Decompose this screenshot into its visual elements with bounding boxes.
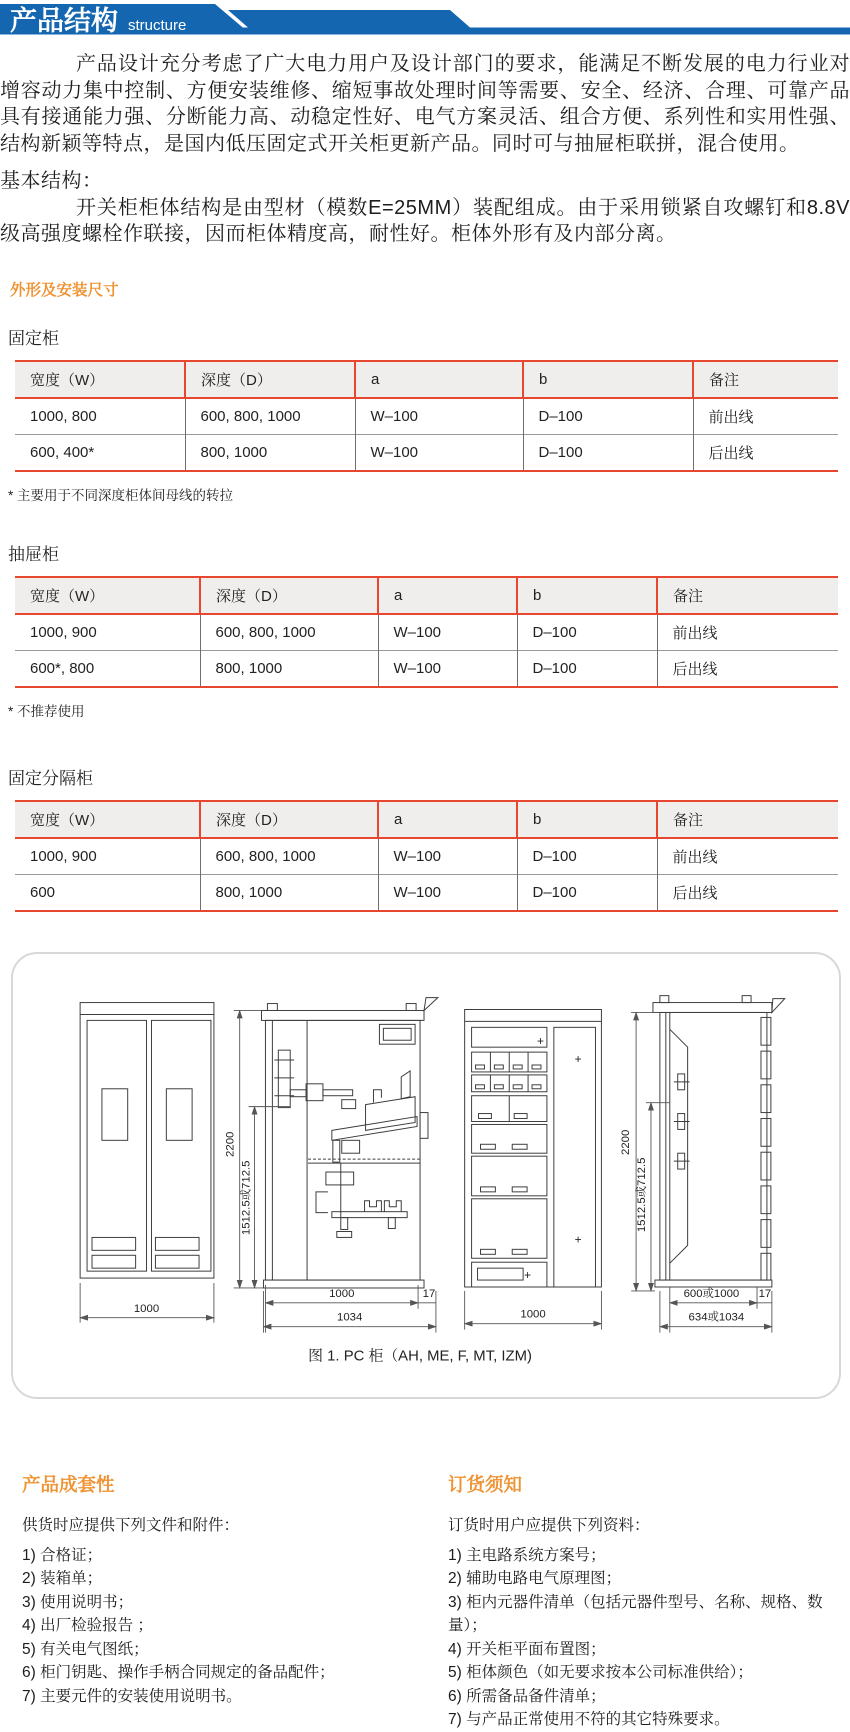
fixed-cabinet-footnote: * 主要用于不同深度柜体间母线的转拉: [8, 487, 234, 503]
ordering-intro: 订货时用户应提供下列资料：: [448, 1516, 650, 1534]
list-item: 7) 与产品正常使用不符的其它特殊要求。: [448, 1711, 730, 1728]
col-header-a: a: [378, 577, 517, 614]
list-item: 3) 使用说明书；: [22, 1593, 134, 1611]
completeness-heading: 产品成套性: [22, 1473, 115, 1495]
col-header-b: b: [517, 801, 657, 838]
table-header-row: [15, 577, 838, 614]
list-item: 5) 有关电气图纸；: [22, 1640, 149, 1658]
table-row: [15, 614, 838, 651]
cell-note: 前出线: [657, 614, 838, 651]
intro-section: [0, 51, 850, 248]
col-header-width: 宽度（W）: [15, 577, 200, 614]
list-item: 6) 柜门钥匙、操作手柄合同规定的备品配件；: [22, 1664, 335, 1681]
col-header-depth: 深度（D）: [200, 577, 378, 614]
list-item: 1) 主电路系统方案号；: [448, 1546, 606, 1564]
ordering-list: [448, 1544, 850, 1732]
cell-depth: 800, 1000: [185, 434, 355, 471]
drawer-cabinet-footnote: * 不推荐使用: [8, 703, 85, 719]
table-header-row: [15, 361, 838, 398]
cabinet-front-view: [80, 1002, 214, 1278]
dimension-lines: [80, 1010, 772, 1332]
cabinet-drawings: [13, 954, 839, 1397]
page-title-en: structure: [128, 17, 187, 34]
cell-note: 前出线: [657, 838, 838, 875]
cell-b: D–100: [523, 398, 693, 435]
cell-depth: 600, 800, 1000: [200, 838, 378, 875]
table-row: [15, 874, 838, 911]
list-item: 4) 出厂检验报告 ；: [22, 1617, 153, 1634]
cell-width: 1000, 900: [30, 623, 97, 641]
figure-caption: 图 1. PC 柜（AH, ME, F, MT, IZM): [308, 1347, 532, 1364]
completeness-column: [0, 1471, 426, 1732]
cell-b: D–100: [517, 650, 657, 687]
col-header-b: b: [523, 361, 693, 398]
list-item: 4) 开关柜平面布置图；: [448, 1640, 606, 1658]
cell-note: 后出线: [693, 434, 838, 471]
completeness-intro: 供货时应提供下列文件和附件：: [22, 1516, 240, 1534]
cell-b: D–100: [517, 874, 657, 911]
page-title: 产品结构: [10, 6, 118, 36]
dim-c2-height: 2200: [224, 1131, 237, 1157]
cabinet-side-view: [653, 995, 785, 1286]
cell-width: 600: [15, 874, 200, 911]
plus-mark: +: [574, 1231, 582, 1246]
table-title-drawer-cabinet: 抽屉柜: [8, 544, 59, 564]
cell-b: D–100: [517, 838, 657, 875]
table-title-fixed-cabinet: 固定柜: [8, 328, 59, 348]
partition-cabinet-table: [15, 800, 838, 912]
table-row: [15, 434, 838, 471]
col-header-a: a: [355, 361, 523, 398]
table-title-partition-cabinet: 固定分隔柜: [8, 768, 93, 788]
basic-structure-label: 基本结构：: [0, 170, 103, 192]
figure-panel: [11, 952, 841, 1399]
cell-b: D–100: [523, 434, 693, 471]
list-item: 7) 主要元件的安装使用说明书。: [22, 1687, 242, 1705]
dim-c4-total-depth: 634或1034: [688, 1311, 745, 1324]
cell-depth: 600, 800, 1000: [200, 614, 378, 651]
table-row: [15, 838, 838, 875]
table-header-row: [15, 801, 838, 838]
col-header-depth: 深度（D）: [200, 801, 378, 838]
dim-c2-total-width: 1034: [337, 1311, 363, 1324]
cell-a: W–100: [378, 650, 517, 687]
cell-depth: 800, 1000: [200, 874, 378, 911]
col-header-a: a: [378, 801, 517, 838]
cell-a: W–100: [378, 874, 517, 911]
list-item: 3) 柜内元器件清单（包括元器件型号、名称、规格、数量）；: [448, 1593, 823, 1634]
list-item: 1) 合格证；: [22, 1546, 103, 1564]
completeness-list: [22, 1544, 426, 1709]
cell-depth: 800, 1000: [200, 650, 378, 687]
col-header-b: b: [517, 577, 657, 614]
ordering-heading: 订货须知: [448, 1473, 523, 1495]
cell-a: W–100: [355, 398, 523, 435]
dim-c2-gap: 17: [422, 1287, 436, 1300]
page-banner: [0, 0, 850, 40]
plus-mark: +: [574, 1051, 582, 1066]
cell-depth: 600, 800, 1000: [185, 398, 355, 435]
cell-width: 600*, 800: [15, 650, 200, 687]
list-item: 6) 所需备品备件清单；: [448, 1687, 606, 1705]
dim-c3-width: 1000: [520, 1308, 546, 1321]
dim-c4-depth: 600或1000: [683, 1287, 740, 1300]
plus-mark: +: [524, 1267, 532, 1282]
dim-c1-width: 1000: [133, 1302, 160, 1315]
dim-c4-gap: 17: [758, 1287, 772, 1300]
cell-a: W–100: [355, 434, 523, 471]
banner-ribbon-graphic: [0, 0, 850, 40]
table-row: [15, 398, 838, 435]
fixed-cabinet-table: [15, 360, 838, 472]
cell-width: 1000, 800: [30, 407, 97, 425]
col-header-width: 宽度（W）: [15, 361, 185, 398]
cell-b: D–100: [517, 614, 657, 651]
dim-c4-height: 2200: [620, 1129, 633, 1155]
dim-c2-width: 1000: [329, 1287, 355, 1300]
cabinet-side-section-view: [261, 997, 437, 1287]
table-row: [15, 650, 838, 687]
basic-structure-paragraph: 开关柜柜体结构是由型材（模数E=25MM）装配组成。由于采用锁紧自攻螺钉和8.8V级高强度螺栓作联接，因而柜体精度高，耐性好。柜体外形有及内部分离。: [0, 196, 850, 245]
cell-a: W–100: [378, 838, 517, 875]
drawer-cabinet-table: [15, 576, 838, 688]
intro-paragraph: 产品设计充分考虑了广大电力用户及设计部门的要求，能满足不断发展的电力行业对增容动力集中控制、方便安装维修、缩短事故处理时间等需要、安全、经济、合理、可靠产品具有接通能力强、分断能力高、动稳定性好、电气方案灵活、组合方便、系列性和实用性强、结构新颖等特点，是国内低压固定式开关柜更新产品。同时可与抽屉柜联拼，混合使用。: [0, 53, 850, 155]
dimensions-heading: 外形及安装尺寸: [10, 281, 119, 299]
dim-c4-inner-height: 1512.5或712.5: [636, 1157, 649, 1232]
cell-width: 600, 400*: [15, 434, 185, 471]
cell-width: 1000, 900: [30, 847, 97, 865]
cell-note: 后出线: [657, 650, 838, 687]
plus-mark: +: [536, 1033, 544, 1048]
col-header-width: 宽度（W）: [15, 801, 200, 838]
col-header-note: 备注: [693, 361, 838, 398]
dim-c2-inner-height: 1512.5或712.5: [240, 1159, 253, 1235]
cell-a: W–100: [378, 614, 517, 651]
bottom-section: [0, 1471, 850, 1732]
col-header-note: 备注: [657, 577, 838, 614]
banner-accent-block: [228, 10, 478, 35]
col-header-depth: 深度（D）: [185, 361, 355, 398]
cell-note: 前出线: [693, 398, 838, 435]
col-header-note: 备注: [657, 801, 838, 838]
list-item: 2) 装箱单；: [22, 1570, 103, 1587]
cell-note: 后出线: [657, 874, 838, 911]
list-item: 5) 柜体颜色（如无要求按本公司标准供给）；: [448, 1664, 753, 1681]
ordering-column: [426, 1471, 850, 1732]
list-item: 2) 辅助电路电气原理图；: [448, 1570, 622, 1587]
